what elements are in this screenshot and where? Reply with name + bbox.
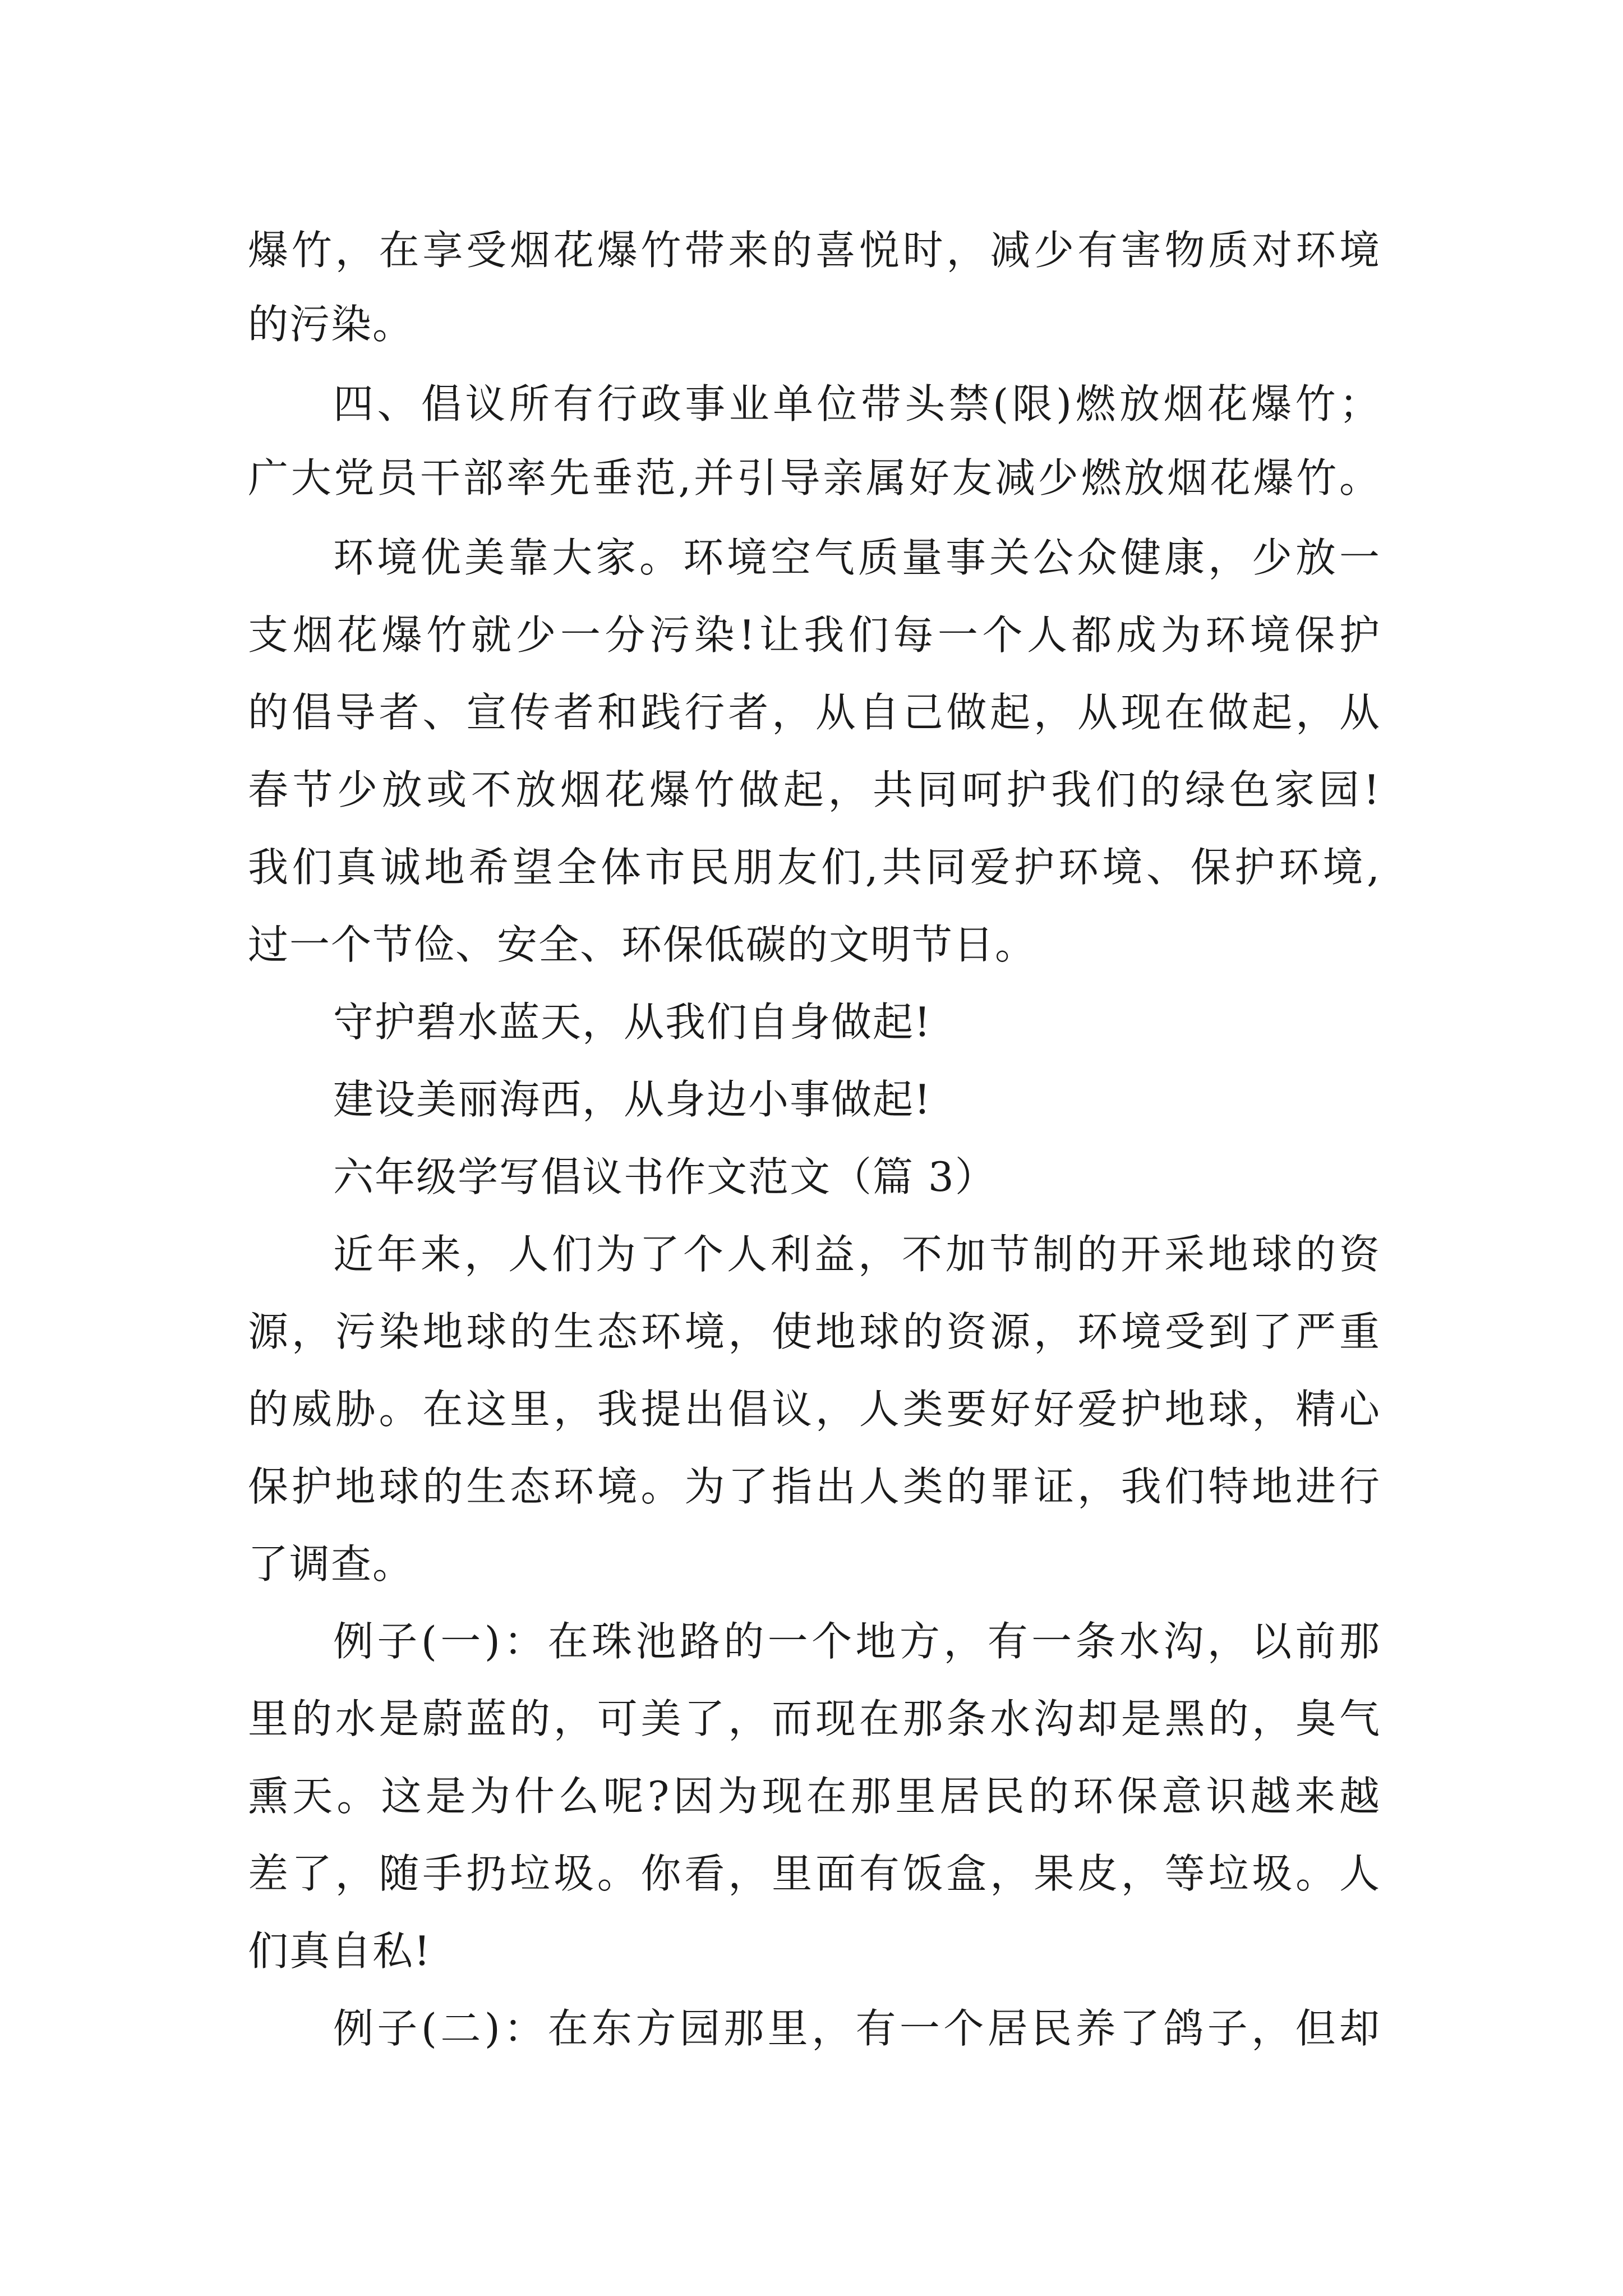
text-line: 环境优美靠大家。环境空气质量事关公众健康，少放一	[333, 534, 1381, 581]
text-line: 广大党员干部率先垂范,并引导亲属好友减少燃放烟花爆竹。	[248, 454, 1381, 501]
text-line: 例子(一)：在珠池路的一个地方，有一条水沟，以前那	[333, 1618, 1381, 1665]
text-line: 守护碧水蓝天，从我们自身做起!	[333, 999, 932, 1046]
text-line: 春节少放或不放烟花爆竹做起，共同呵护我们的绿色家园!	[248, 766, 1381, 813]
text-line: 了调查。	[248, 1540, 414, 1588]
section-heading: 六年级学写倡议书作文范文（篇 3）	[333, 1153, 997, 1200]
text-line: 过一个节俭、安全、环保低碳的文明节日。	[248, 921, 1037, 968]
text-line: 差了，随手扔垃圾。你看，里面有饭盒，果皮，等垃圾。人	[248, 1850, 1381, 1897]
text-line: 近年来，人们为了个人利益，不加节制的开采地球的资	[333, 1231, 1381, 1278]
text-line: 建设美丽海西，从身边小事做起!	[333, 1076, 932, 1123]
text-line: 爆竹，在享受烟花爆竹带来的喜悦时，减少有害物质对环境	[248, 227, 1381, 274]
text-line: 的威胁。在这里，我提出倡议，人类要好好爱护地球，精心	[248, 1386, 1381, 1433]
text-line: 们真自私!	[248, 1927, 431, 1975]
text-line: 里的水是蔚蓝的，可美了，而现在那条水沟却是黑的，臭气	[248, 1695, 1381, 1742]
text-line: 保护地球的生态环境。为了指出人类的罪证，我们特地进行	[248, 1463, 1381, 1510]
text-line: 四、倡议所有行政事业单位带头禁(限)燃放烟花爆竹；	[333, 380, 1381, 427]
text-line: 支烟花爆竹就少一分污染!让我们每一个人都成为环境保护	[248, 611, 1381, 659]
text-line: 源，污染地球的生态环境，使地球的资源，环境受到了严重	[248, 1308, 1381, 1355]
text-line: 熏天。这是为什么呢?因为现在那里居民的环保意识越来越	[248, 1773, 1381, 1820]
text-line: 例子(二)：在东方园那里，有一个居民养了鸽子，但却	[333, 2005, 1381, 2052]
text-line: 我们真诚地希望全体市民朋友们,共同爱护环境、保护环境,	[248, 844, 1381, 891]
text-line: 的污染。	[248, 301, 414, 348]
text-line: 的倡导者、宣传者和践行者，从自己做起，从现在做起，从	[248, 689, 1381, 736]
